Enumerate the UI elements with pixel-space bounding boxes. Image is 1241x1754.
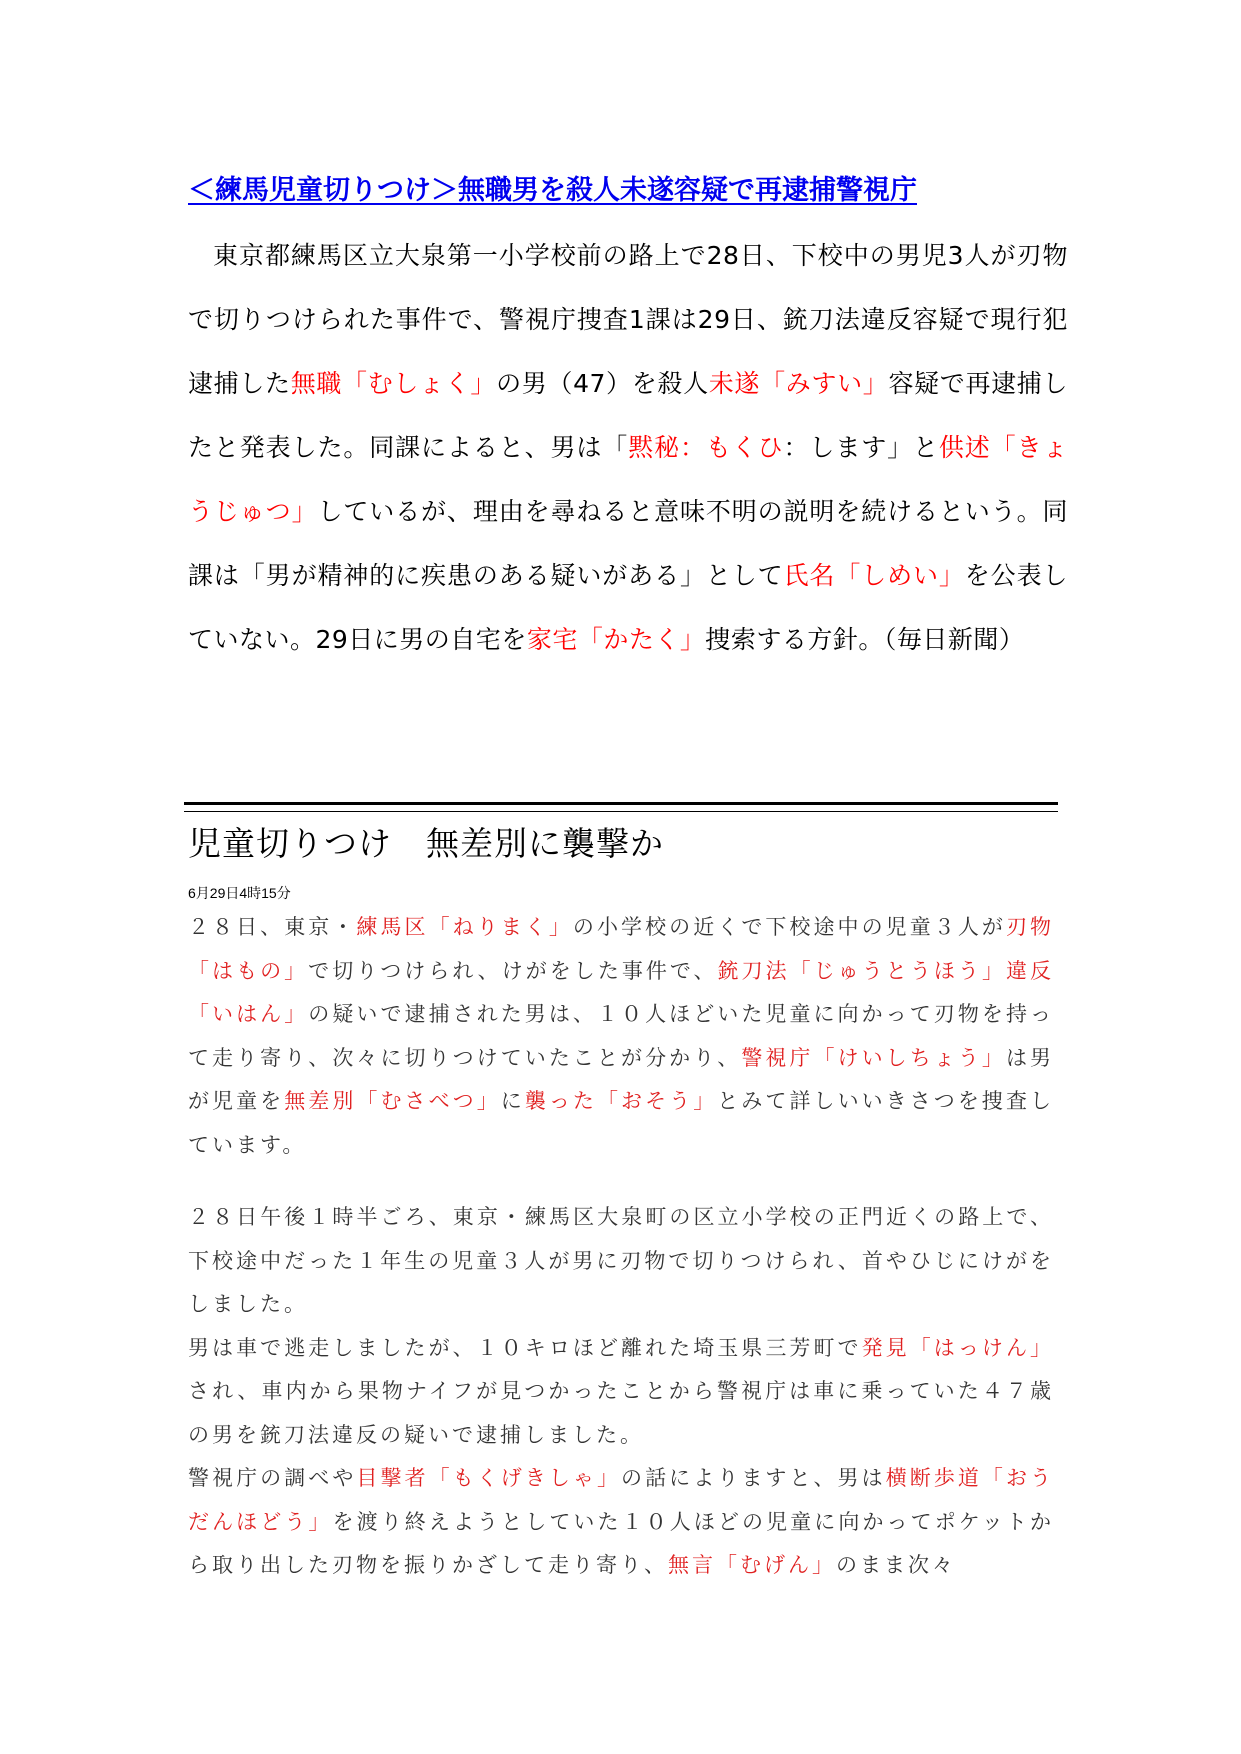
reading-annotation: 横断歩道「おうだんほどう」 (188, 1466, 1055, 1534)
text-run: 男は車で逃走しましたが、１０キロほど離れた埼玉県三芳町で (188, 1335, 862, 1360)
reading-annotation: 目撃者「もくげきしゃ」 (356, 1466, 622, 1490)
reading-annotation: 未遂「みすい」 (708, 369, 889, 398)
text-run: に (500, 1089, 525, 1113)
reading-annotation: 練馬区「ねりまく」 (356, 915, 573, 939)
section-divider (184, 802, 1058, 812)
text-run: ２８日午後１時半ごろ、東京・練馬区大泉町の区立小学校の正門近くの路上で、下校途中だった１年生の児童３人が男に刃物で切りつけられ、首やひじにけがをしました。 (188, 1205, 1054, 1316)
text-run: の男（47）を殺人 (496, 369, 709, 398)
text-run: しているが、理由を尋ねると意味不明の説明を続けるという。同課は「男が精神的に疾患のある疑いがある」として (188, 497, 1068, 590)
text-run: ２８日、東京・ (188, 915, 357, 939)
text-run: は男が児童を (188, 1045, 1055, 1113)
reading-annotation: 氏名「しめい」 (783, 561, 965, 590)
text-run: ：します」と (783, 433, 939, 462)
reading-annotation: 警視庁「けいしちょう」 (741, 1045, 1006, 1070)
text-run: され、車内から果物ナイフが見つかったことから警視庁は車に乗っていた４７歳の男を銃刀法違反の疑いで逮捕しました。 (188, 1379, 1054, 1447)
text-run: で切りつけられ、けがをした事件で、 (308, 958, 718, 983)
reading-annotation: 刃物「はもの」 (188, 915, 1055, 983)
reading-annotation: 襲った「おそう」 (524, 1089, 718, 1113)
paragraph-gap (188, 1167, 1054, 1196)
news-paragraph (188, 1327, 1054, 1458)
text-run: 警視庁の調べや (188, 1466, 357, 1490)
text-run: の疑いで逮捕された男は、１０人ほどいた児童に向かって刃物を持って走り寄り、次々に切りつけていたことが分かり、 (188, 1002, 1055, 1070)
reading-annotation: 無職「むしょく」 (290, 369, 497, 398)
news-timestamp: 6月29日4時15分 (188, 885, 291, 901)
text-run: 東京都練馬区立大泉第一小学校前の路上で28日、下校中の男児3人が刃物で切りつけられた事件で、警視庁捜査1課は29日、銃刀法違反容疑で現行犯逮捕した (188, 241, 1068, 398)
text-run: の話によりますと、男は (621, 1466, 886, 1490)
news-body (188, 906, 1054, 1588)
reading-annotation: 銃刀法「じゅうとうほう」違反「いはん」 (188, 958, 1055, 1026)
text-run: 捜索する方針。（毎日新聞） (705, 625, 1025, 654)
reading-annotation: 供述「きょうじゅつ」 (188, 433, 1068, 526)
reading-annotation: 無差別「むさべつ」 (284, 1089, 501, 1113)
news-paragraph (188, 906, 1054, 1167)
text-run: の小学校の近くで下校途中の児童３人が (572, 915, 1006, 939)
text-run: 容疑で再逮捕したと発表した。同課によると、男は「 (188, 369, 1068, 462)
article-headline-link[interactable]: ＜練馬児童切りつけ＞無職男を殺人未遂容疑で再逮捕警視庁 (188, 175, 917, 206)
reading-annotation: 家宅「かたく」 (526, 625, 706, 654)
news-paragraph (188, 1196, 1054, 1327)
news-headline: 児童切りつけ 無差別に襲撃か (188, 824, 664, 863)
text-run: とみて詳しいいきさつを捜査しています。 (188, 1089, 1055, 1157)
reading-annotation: 黙秘：もくひ (628, 433, 784, 462)
text-run: を公表していない。29日に男の自宅を (188, 561, 1068, 654)
news-paragraph (188, 1457, 1054, 1588)
article-body (188, 224, 1068, 672)
text-run: を渡り終えようとしていた１０人ほどの児童に向かってポケットから取り出した刃物を振りかざして走り寄り、 (188, 1509, 1055, 1577)
reading-annotation: 無言「むげん」 (668, 1553, 836, 1577)
text-run: のまま次々 (836, 1553, 956, 1577)
reading-annotation: 発見「はっけん」 (861, 1335, 1055, 1360)
